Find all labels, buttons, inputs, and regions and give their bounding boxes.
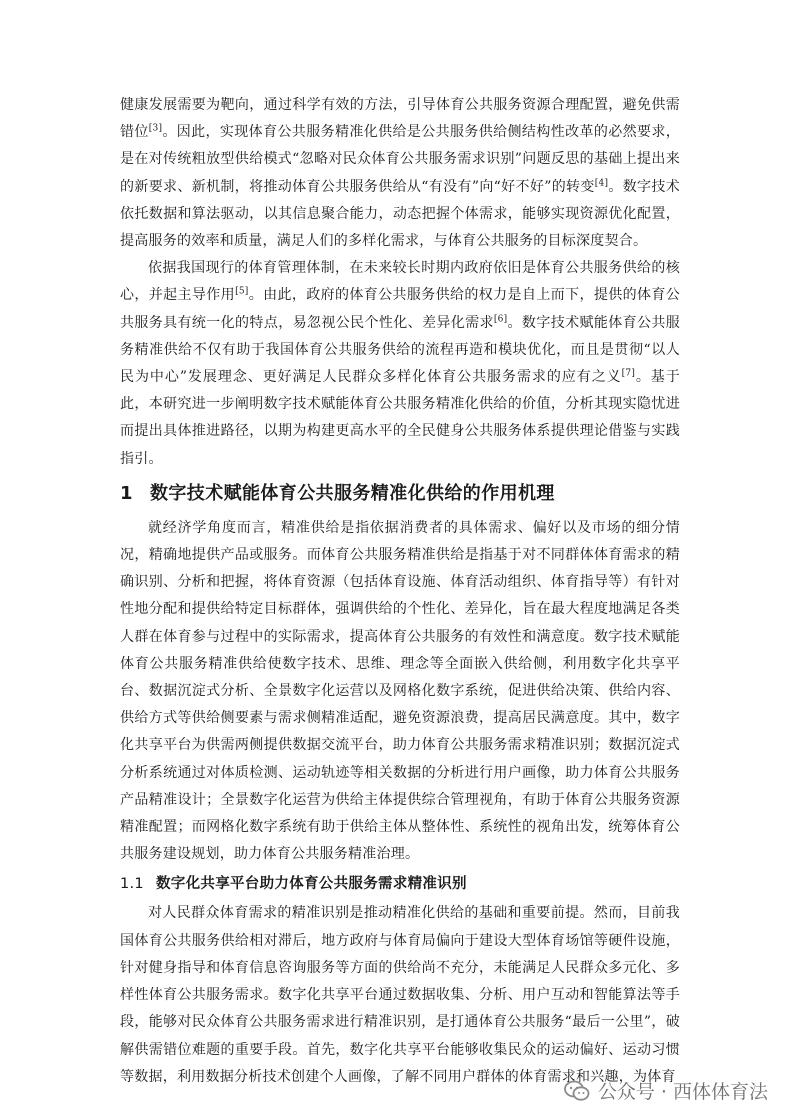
wechat-icon	[564, 1080, 590, 1102]
section-1-1-heading	[120, 870, 680, 898]
text-run: 。因此，实现体育公共服务精准化供给是公共服务供给侧结构性改革的必然要求，是在对传统粗放型供给模式“忽略对民众体育公共服务需求识别”问题反思的基础上提出来的新要求、新机制，将推动体育公共服务供给从“有没有”向“好不好”的转变	[120, 124, 681, 195]
section-1-heading	[120, 477, 680, 511]
text-run: 。基于此，本研究进一步阐明数字技术赋能体育公共服务精准化供给的价值，分析其现实隐忧进而提出具体推进路径，以期为构建更高水平的全民健身公共服务体系提供理论借鉴与实践指引。	[120, 369, 681, 467]
intro-paragraph	[120, 255, 680, 473]
section-1-number: 1	[120, 482, 133, 504]
wechat-watermark	[564, 1077, 768, 1104]
text-run: 健康发展需要为靶向，通过科学有效的方法，引导体育公共服务资源合理配置，避免供需错位	[120, 97, 680, 141]
section-1-1-paragraph: 对人民群众体育需求的精准识别是推动精准化供给的基础和重要前提。然而，目前我国体育公共服务供给相对滞后，地方政府与体育局偏向于建设大型体育场馆等硬件设施，针对健身指导和体育信息咨询服务等方面的供给尚不充分，未能满足人民群众多元化、多样性体育公共服务需求。数字化共享平台通过数据收集、分析、用户互动和智能算法等手段，能够对民众体育公共服务需求进行精准识别，是打通体育公共服务“最后一公里”，破解供需错位难题的重要手段。首先，数字化共享平台能够收集民众的运动偏好、运动习惯等数据，利用数据分析技术创建个人画像，了解不同用户群体的体育需求和兴趣，为体育	[120, 905, 680, 1085]
text-run: 。由此，政府的体育公共服务供给的权力是自上而下，提供的体育公共服务具有统一化的特点，易忽视公民个性化、差异化需求	[120, 287, 681, 331]
section-1-1-title: 数字化共享平台助力体育公共服务需求精准识别	[156, 876, 467, 893]
citation-ref: [6]	[493, 313, 508, 324]
text-run: 。数字技术依托数据和算法驱动，以其信息聚合能力，动态把握个体需求，能够实现资源优化配置，提高服务的效率和质量，满足人们的多样化需求，与体育公共服务的目标深度契合。	[120, 178, 680, 250]
text-run: 依据我国现行的体育管理体制，在未来较长时期内政府依旧是体育公共服务供给的核心，并起主导作用	[120, 260, 680, 304]
text-run: 。数字技术赋能体育公共服务精准供给不仅有助于我国体育公共服务供给的流程再造和模块优化，而且是贯彻“以人民为中心”发展理念、更好满足人民群众多样化体育公共服务需求的应有之义	[120, 314, 681, 386]
citation-ref: [5]	[235, 286, 249, 297]
section-1-paragraph: 就经济学角度而言，精准供给是指依据消费者的具体需求、偏好以及市场的细分情况，精确地提供产品或服务。而体育公共服务精准供给是指基于对不同群体体育需求的精确识别、分析和把握，将体育资源（包括体育设施、体育活动组织、体育指导等）有针对性地分配和提供给特定目标群体，强调供给的个性化、差异化，旨在最大程度地满足各类人群在体育参与过程中的实际需求，提高体育公共服务的有效性和满意度。数字技术赋能体育公共服务精准供给使数字技术、思维、理念等全面嵌入供给侧，利用数字化共享平台、数据沉淀式分析、全景数字化运营以及网格化数字系统，促进供给决策、供给内容、供给方式等供给侧要素与需求侧精准适配，避免资源浪费，提高居民满意度。其中，数字化共享平台为供需两侧提供数据交流平台，助力体育公共服务需求精准识别；数据沉淀式分析系统通过对体质检测、运动轨迹等相关数据的分析进行用户画像，助力体育公共服务产品精准设计；全景数字化运营为供给主体提供综合管理视角，有助于体育公共服务资源精准配置；而网格化数字系统有助于供给主体从整体性、系统性的视角出发，统筹体育公共服务建设规划，助力体育公共服务精准治理。	[120, 519, 680, 863]
citation-ref: [4]	[594, 177, 609, 188]
citation-ref: [3]	[148, 123, 163, 134]
intro-paragraphs	[120, 92, 680, 473]
section-1-1-number: 1.1	[120, 876, 144, 893]
citation-ref: [7]	[621, 368, 636, 379]
watermark-text: 公众号 · 西体体育法	[597, 1081, 768, 1103]
intro-paragraph	[120, 92, 680, 255]
document-body	[120, 92, 680, 1091]
section-1-title: 数字技术赋能体育公共服务精准化供给的作用机理	[150, 482, 555, 504]
